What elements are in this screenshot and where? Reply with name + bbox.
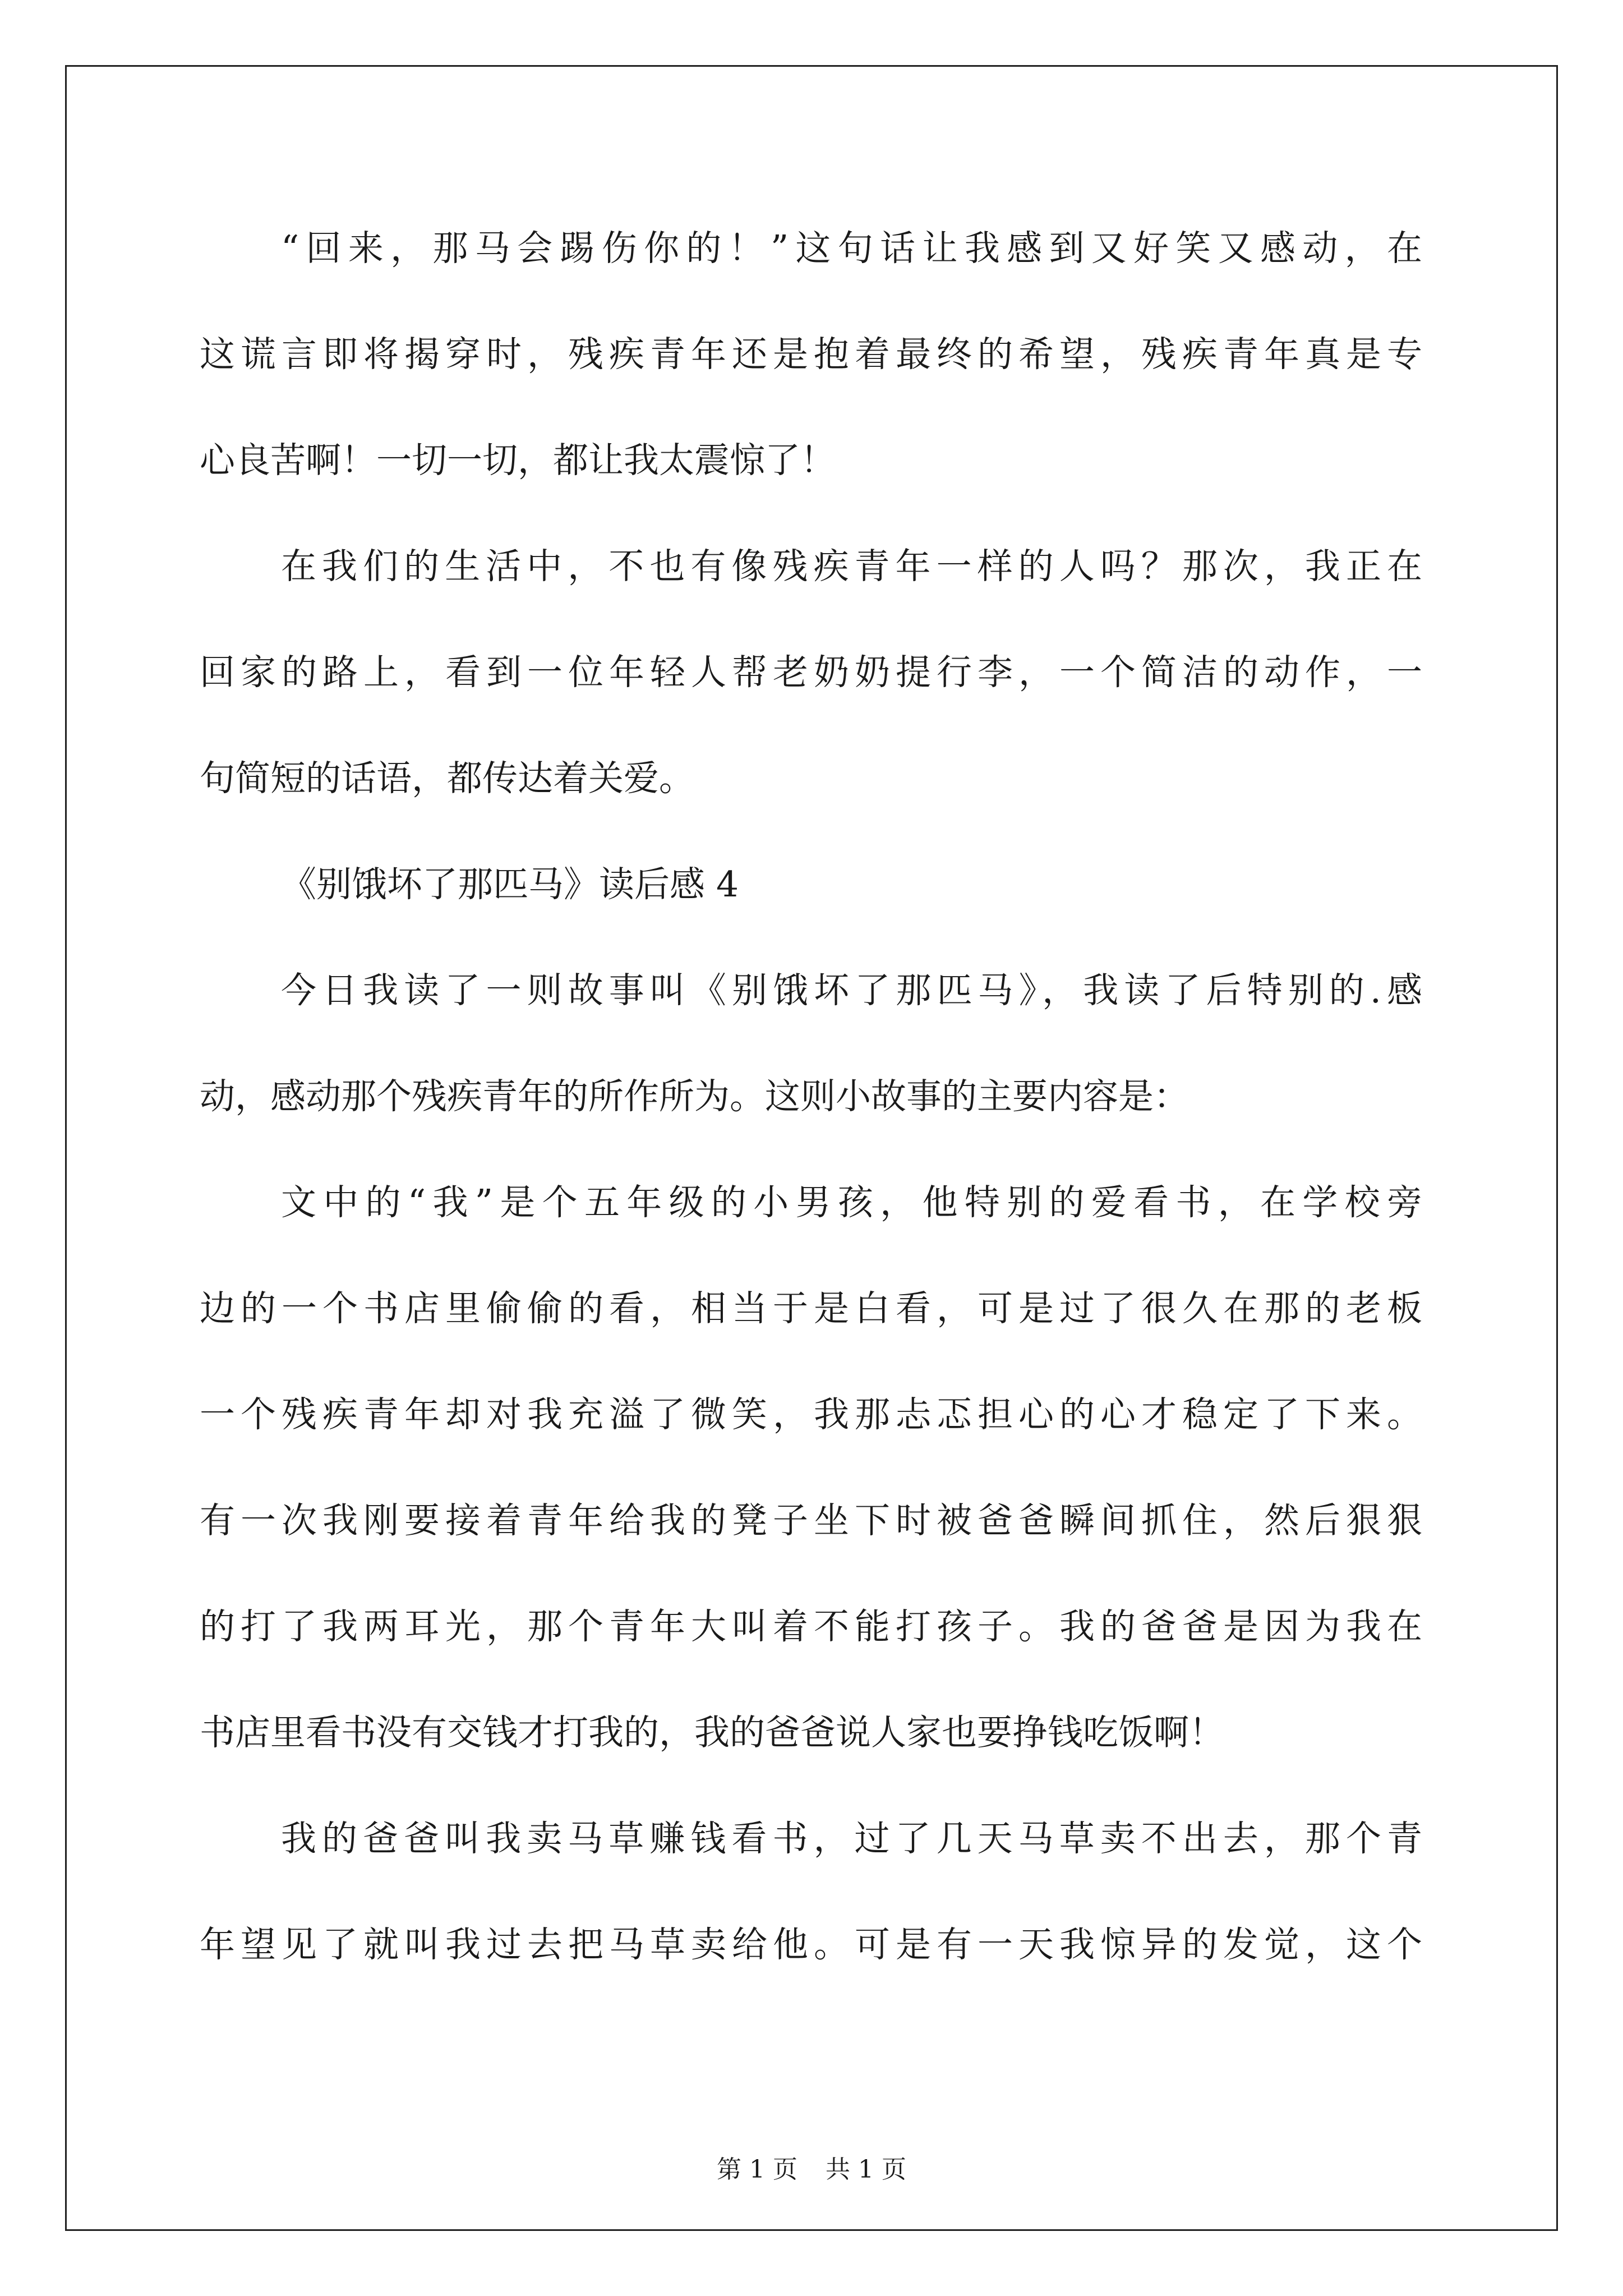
paragraph-line: 句简短的话语，都传达着关爱。: [200, 758, 694, 799]
paragraph-line: 一个残疾青年却对我充溢了微笑，我那忐忑担心的心才稳定了下来。: [200, 1394, 1422, 1435]
paragraph-line: 回家的路上，看到一位年轻人帮老奶奶提行李，一个简洁的动作，一: [200, 652, 1422, 693]
page-number: 第 1 页: [717, 2155, 797, 2184]
document-body: [200, 213, 1422, 2016]
page-footer: [0, 2153, 1623, 2187]
paragraph-line: 书店里看书没有交钱才打我的，我的爸爸说人家也要挣钱吃饭啊！: [200, 1712, 1224, 1753]
paragraph-line: 这谎言即将揭穿时，残疾青年还是抱着最终的希望，残疾青年真是专: [200, 334, 1422, 375]
page-total: 共 1 页: [826, 2155, 906, 2184]
paragraph-line: 的打了我两耳光，那个青年大叫着不能打孩子。我的爸爸是因为我在: [200, 1606, 1422, 1647]
paragraph-line: “回来，那马会踢伤你的！”这句话让我感到又好笑又感动，在: [281, 228, 1422, 269]
paragraph-line: 今日我读了一则故事叫《别饿坏了那匹马》，我读了后特别的.感: [281, 970, 1422, 1011]
paragraph-line: 文中的“我”是个五年级的小男孩，他特别的爱看书，在学校旁: [281, 1182, 1422, 1223]
paragraph-line: 我的爸爸叫我卖马草赚钱看书，过了几天马草卖不出去，那个青: [281, 1818, 1422, 1859]
paragraph-line: 心良苦啊！一切一切，都让我太震惊了！: [200, 440, 836, 481]
paragraph-line: 边的一个书店里偷偷的看，相当于是白看，可是过了很久在那的老板: [200, 1288, 1422, 1329]
paragraph-line: 动，感动那个残疾青年的所作所为。这则小故事的主要内容是：: [200, 1076, 1189, 1117]
paragraph-line: 有一次我刚要接着青年给我的凳子坐下时被爸爸瞬间抓住，然后狠狠: [200, 1500, 1422, 1541]
section-heading: 《别饿坏了那匹马》读后感 4: [281, 864, 739, 905]
paragraph-line: 在我们的生活中，不也有像残疾青年一样的人吗？那次，我正在: [281, 546, 1422, 587]
paragraph-line: 年望见了就叫我过去把马草卖给他。可是有一天我惊异的发觉，这个: [200, 1924, 1422, 1965]
